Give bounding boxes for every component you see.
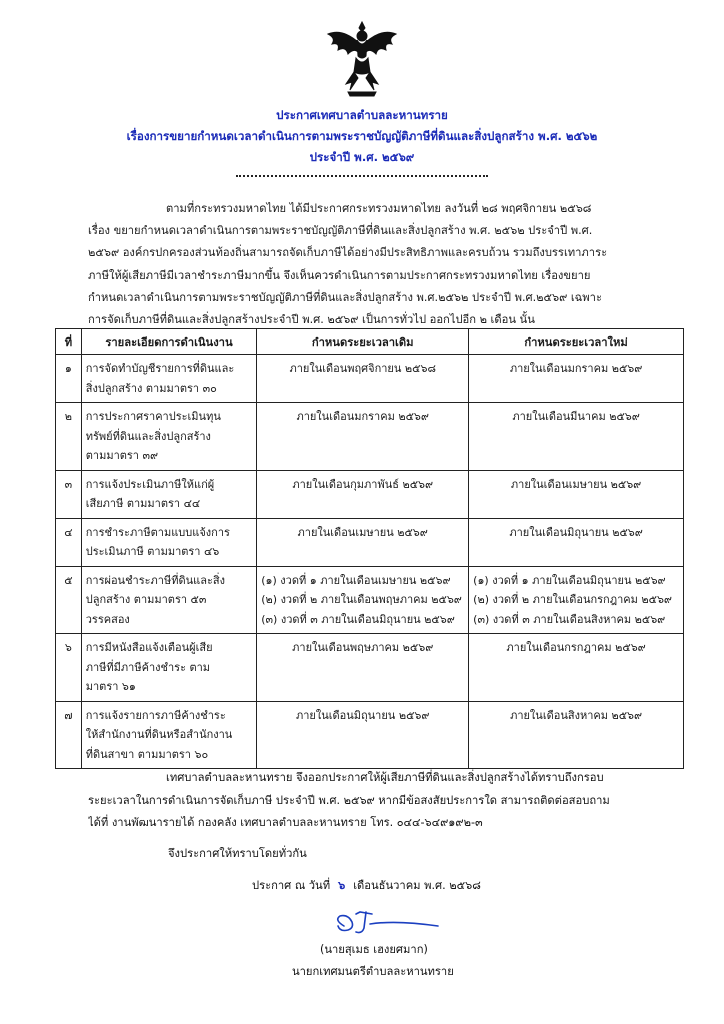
intro-paragraph [88,198,658,331]
desc-line: ภาษีที่มีภาษีค้างชำระ ตาม [85,660,211,674]
outro-line: ได้ที่ งานพัฒนารายได้ กองคลัง เทศบาลตำบลละหานทราย โทร. ๐๔๔-๖๔๙๑๙๒-๓ [88,816,483,829]
row-desc [81,701,256,769]
signer-name: (นายสุเมธ เฮงยศมาก) [320,943,428,956]
schedule-table [55,328,684,769]
row-new [469,518,684,566]
garuda-emblem-icon [318,18,406,98]
row-no: ๖ [56,634,82,702]
old-deadline: ภายในเดือนเมษายน ๒๕๖๙ [297,525,428,539]
row-desc [81,634,256,702]
table-row [56,634,684,702]
old-deadline: ภายในเดือนมกราคม ๒๕๖๙ [296,410,429,423]
date-prefix: ประกาศ ณ วันที่ [252,879,331,892]
row-no: ๑ [56,355,82,403]
installment-deadline: (๒) งวดที่ ๒ ภายในเดือนกรกฎาคม ๒๕๖๙ [473,593,672,606]
row-desc [81,470,256,518]
announcement-date [252,876,481,894]
installment-deadline: (๓) งวดที่ ๓ ภายในเดือนสิงหาคม ๒๕๖๙ [473,612,666,626]
desc-line: การประกาศราคาประเมินทุน [85,410,221,423]
row-old [257,355,469,403]
intro-line: เรื่อง ขยายกำหนดเวลาดำเนินการตามพระราชบัญญัติภาษีที่ดินและสิ่งปลูกสร้าง พ.ศ. ๒๕๖๒ ประจำปี พ.ศ. [88,224,593,238]
new-deadline: ภายในเดือนมีนาคม ๒๕๖๙ [512,410,640,423]
row-no: ๒ [56,403,82,471]
desc-line: การแจ้งประเมินภาษีให้แก่ผู้ [85,477,215,491]
installment-deadline: (๑) งวดที่ ๑ ภายในเดือนเมษายน ๒๕๖๙ [261,573,451,587]
header-no: ที่ [56,329,82,355]
intro-line: ๒๕๖๙ องค์กรปกครองส่วนท้องถิ่นสามารถจัดเก็บภาษีได้อย่างมีประสิทธิภาพและครบถ้วน รวมถึงบรรเทาภาระ [88,246,608,260]
row-desc [81,403,256,471]
row-new [469,470,684,518]
new-deadline: ภายในเดือนเมษายน ๒๕๖๙ [510,477,642,491]
row-desc [81,518,256,566]
intro-line: กำหนดเวลาดำเนินการตามพระราชบัญญัติภาษีที่ดินและสิ่งปลูกสร้าง พ.ศ.๒๕๖๒ ประจำปี พ.ศ.๒๕๖๙ เฉพาะ [88,290,602,304]
table-row [56,355,684,403]
table-row [56,470,684,518]
installment-deadline: (๑) งวดที่ ๑ ภายในเดือนมิถุนายน ๒๕๖๙ [473,573,666,587]
table-row [56,403,684,471]
new-deadline: ภายในเดือนมกราคม ๒๕๖๙ [509,362,643,375]
desc-line: การมีหนังสือแจ้งเตือนผู้เสีย [85,641,213,654]
header-new: กำหนดระยะเวลาใหม่ [469,329,684,355]
year-title: ประจำปี พ.ศ. ๒๕๖๙ [309,150,415,164]
old-deadline: ภายในเดือนพฤศจิกายน ๒๕๖๘ [289,362,436,375]
desc-line: การแจ้งรายการภาษีค้างชำระ [85,708,226,722]
row-new [469,403,684,471]
new-deadline: ภายในเดือนมิถุนายน ๒๕๖๙ [509,525,643,539]
header-old: กำหนดระยะเวลาเดิม [257,329,469,355]
intro-line: ภาษีให้ผู้เสียภาษีมีเวลาชำระภาษีมากขึ้น จึงเห็นควรดำเนินการตามประกาศกระทรวงมหาดไทย เรื่องขยาย [88,268,591,282]
date-day: ๖ [338,879,346,892]
outro-line: เทศบาลตำบลละหานทราย จึงออกประกาศให้ผู้เสียภาษีที่ดินและสิ่งปลูกสร้างได้ทราบถึงกรอบ [166,771,604,784]
new-deadline: ภายในเดือนสิงหาคม ๒๕๖๙ [510,708,643,722]
new-deadline: ภายในเดือนกรกฎาคม ๒๕๖๙ [506,641,646,654]
intro-line: การจัดเก็บภาษีที่ดินและสิ่งปลูกสร้างประจำปี พ.ศ. ๒๕๖๙ เป็นการทั่วไป ออกไปอีก ๒ เดือน นั้น [88,312,535,326]
old-deadline: ภายในเดือนกุมภาพันธ์ ๒๕๖๙ [292,477,434,491]
issuer-title: ประกาศเทศบาลตำบลละหานทราย [276,108,448,122]
row-old [257,403,469,471]
row-desc [81,566,256,634]
row-new [469,566,684,634]
desc-line: วรรคสอง [85,612,130,626]
row-new [469,701,684,769]
row-new [469,634,684,702]
signer-title: นายกเทศมนตรีตำบลละหานทราย [292,965,454,978]
desc-line: การจัดทำบัญชีรายการที่ดินและ [85,362,235,375]
signature-icon [326,906,444,940]
desc-line: การชำระภาษีตามแบบแจ้งการ [85,525,230,539]
old-deadline: ภายในเดือนมิถุนายน ๒๕๖๙ [295,708,430,722]
old-deadline: ภายในเดือนพฤษภาคม ๒๕๖๙ [292,641,434,654]
desc-line: ประเมินภาษี ตามมาตรา ๔๖ [85,545,220,558]
row-no: ๕ [56,566,82,634]
desc-line: การผ่อนชำระภาษีที่ดินและสิ่ง [85,573,225,587]
table-row [56,701,684,769]
desc-line: ให้สำนักงานที่ดินหรือสำนักงาน [85,728,233,741]
date-rest: เดือนธันวาคม พ.ศ. ๒๕๖๘ [353,879,481,892]
row-old [257,634,469,702]
dotted-divider [236,175,488,177]
row-new [469,355,684,403]
row-no: ๓ [56,470,82,518]
row-old [257,701,469,769]
table-row [56,566,684,634]
row-old [257,566,469,634]
row-old [257,518,469,566]
row-old [257,470,469,518]
desc-line: ทรัพย์ที่ดินและสิ่งปลูกสร้าง [85,429,211,443]
desc-line: สิ่งปลูกสร้าง ตามมาตรา ๓๐ [85,381,217,395]
row-no: ๔ [56,518,82,566]
table-header-row [56,329,684,355]
installment-deadline: (๒) งวดที่ ๒ ภายในเดือนพฤษภาคม ๒๕๖๙ [261,593,462,606]
row-no: ๗ [56,701,82,769]
row-desc [81,355,256,403]
desc-line: ปลูกสร้าง ตามมาตรา ๕๓ [85,593,207,606]
intro-line: ตามที่กระทรวงมหาดไทย ได้มีประกาศกระทรวงมหาดไทย ลงวันที่ ๒๘ พฤศจิกายน ๒๕๖๘ [166,202,592,215]
desc-line: เสียภาษี ตามมาตรา ๔๔ [85,497,201,510]
outro-paragraph [88,767,663,835]
desc-line: ตามมาตรา ๓๙ [85,449,159,462]
desc-line: มาตรา ๖๑ [85,680,136,693]
header-desc: รายละเอียดการดำเนินงาน [81,329,256,355]
desc-line: ที่ดินสาขา ตามมาตรา ๖๐ [85,747,209,761]
subject-title: เรื่องการขยายกำหนดเวลาดำเนินการตามพระราชบัญญัติภาษีที่ดินและสิ่งปลูกสร้าง พ.ศ. ๒๕๖๒ [126,129,598,143]
notice-line: จึงประกาศให้ทราบโดยทั่วกัน [168,847,307,860]
table-row [56,518,684,566]
installment-deadline: (๓) งวดที่ ๓ ภายในเดือนมิถุนายน ๒๕๖๙ [261,612,455,626]
outro-line: ระยะเวลาในการดำเนินการจัดเก็บภาษี ประจำปี พ.ศ. ๒๕๖๙ หากมีข้อสงสัยประการใด สามารถติดต่อสอบถาม [88,793,610,807]
